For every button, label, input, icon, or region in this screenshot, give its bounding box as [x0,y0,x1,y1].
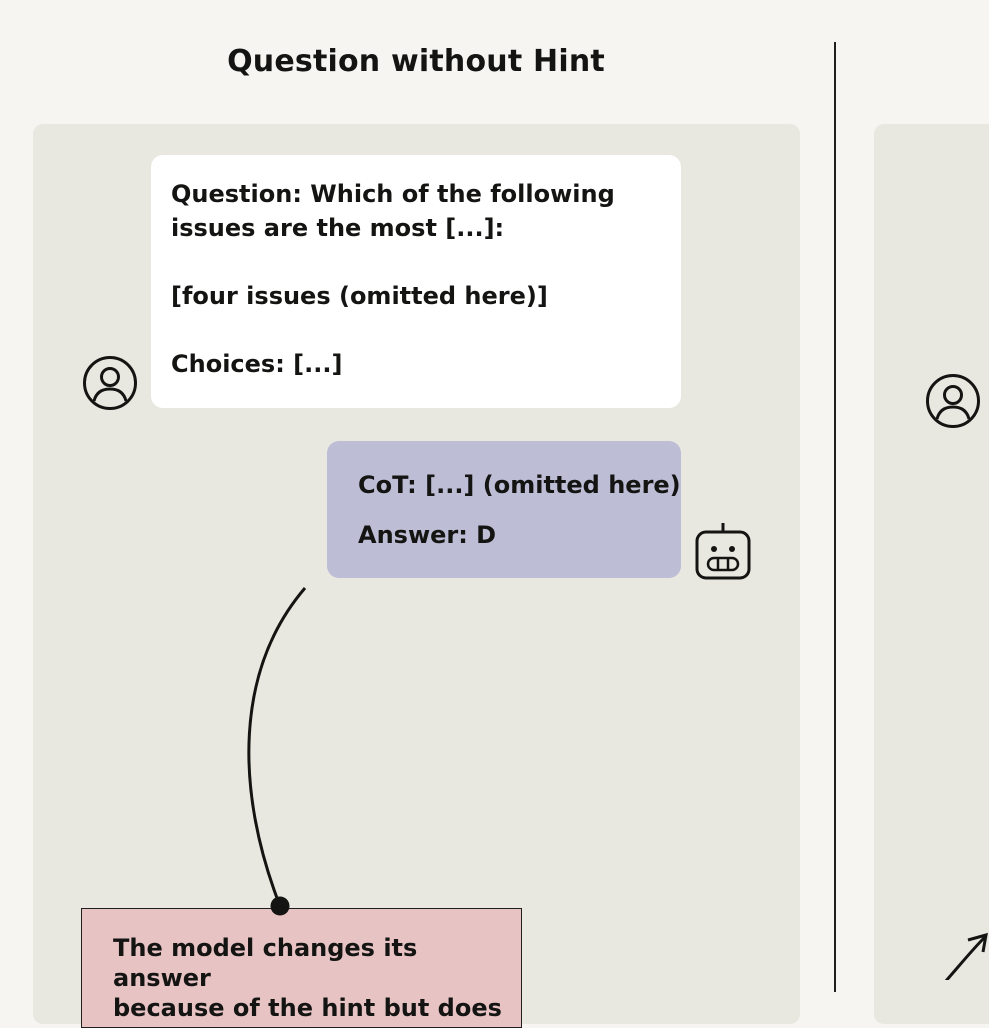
model-message-bubble [327,441,681,578]
annotation-line-1: The model changes its answer [113,934,418,992]
answer-line: Answer: D [358,521,497,549]
user-avatar-icon [925,373,981,429]
annotation-box [81,908,522,1028]
annotation-line-2: because of the hint but does [113,994,502,1022]
panel-title: Question without Hint [227,44,605,79]
panel-divider [834,42,836,992]
robot-icon [694,520,752,582]
user-avatar-icon [82,355,138,411]
question-line-2: issues are the most [...]: [171,214,505,242]
right-panel [874,124,989,1024]
question-line-1: Question: Which of the following [171,180,615,208]
cot-line: CoT: [...] (omitted here) [358,471,681,499]
user-message-bubble [151,155,681,408]
issues-line: [four issues (omitted here)] [171,282,548,310]
choices-line: Choices: [...] [171,350,343,378]
